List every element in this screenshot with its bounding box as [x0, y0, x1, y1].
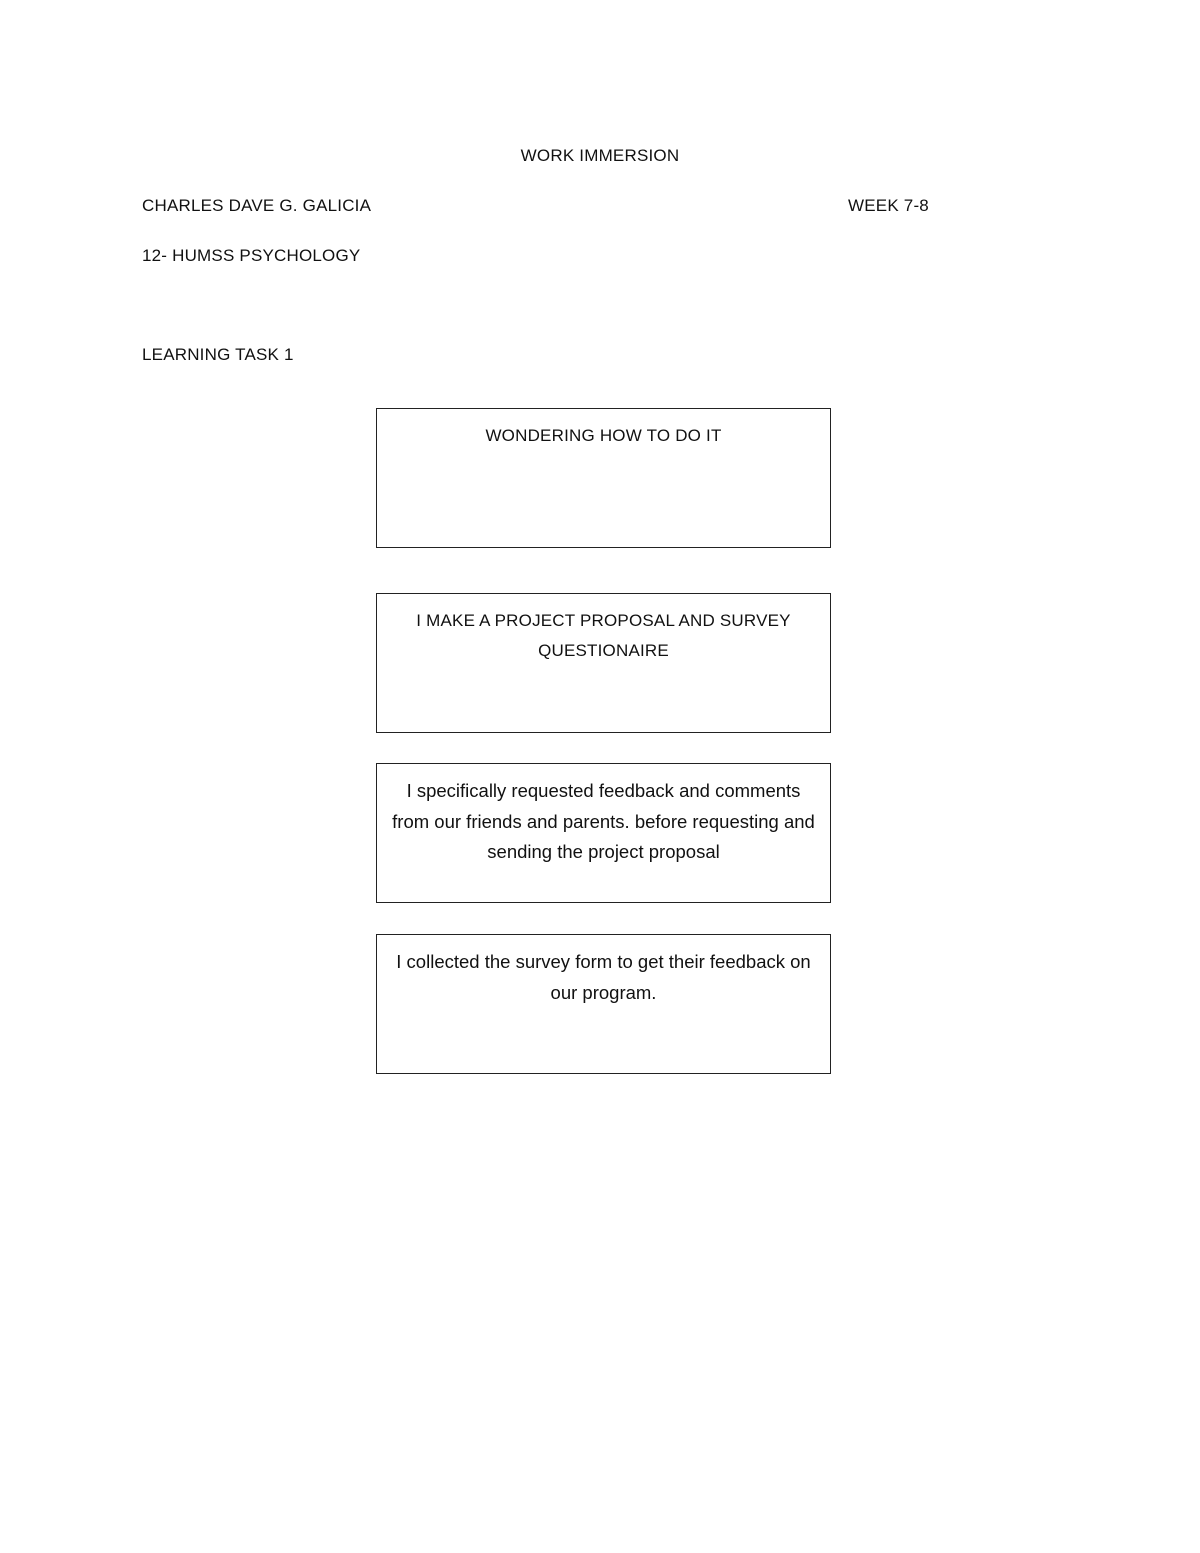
- task-step-box-3: [376, 763, 831, 903]
- week-label: WEEK 7-8: [848, 196, 929, 215]
- task-step-text-4: I collected the survey form to get their feedback on our program.: [396, 951, 811, 1003]
- task-step-text-3: I specifically requested feedback and comments from our friends and parents. before requesting and sending the project proposal: [392, 780, 815, 862]
- student-name: CHARLES DAVE G. GALICIA: [142, 196, 372, 215]
- task-step-box-4: [376, 934, 831, 1074]
- task-step-text-1: WONDERING HOW TO DO IT: [485, 426, 722, 445]
- task-step-box-2: [376, 593, 831, 733]
- section-label: 12- HUMSS PSYCHOLOGY: [142, 246, 361, 265]
- learning-task-label: LEARNING TASK 1: [142, 345, 294, 364]
- task-step-text-2: I MAKE A PROJECT PROPOSAL AND SURVEY QUESTIONAIRE: [416, 611, 791, 660]
- task-step-box-1: [376, 408, 831, 548]
- document-title: WORK IMMERSION: [520, 146, 680, 165]
